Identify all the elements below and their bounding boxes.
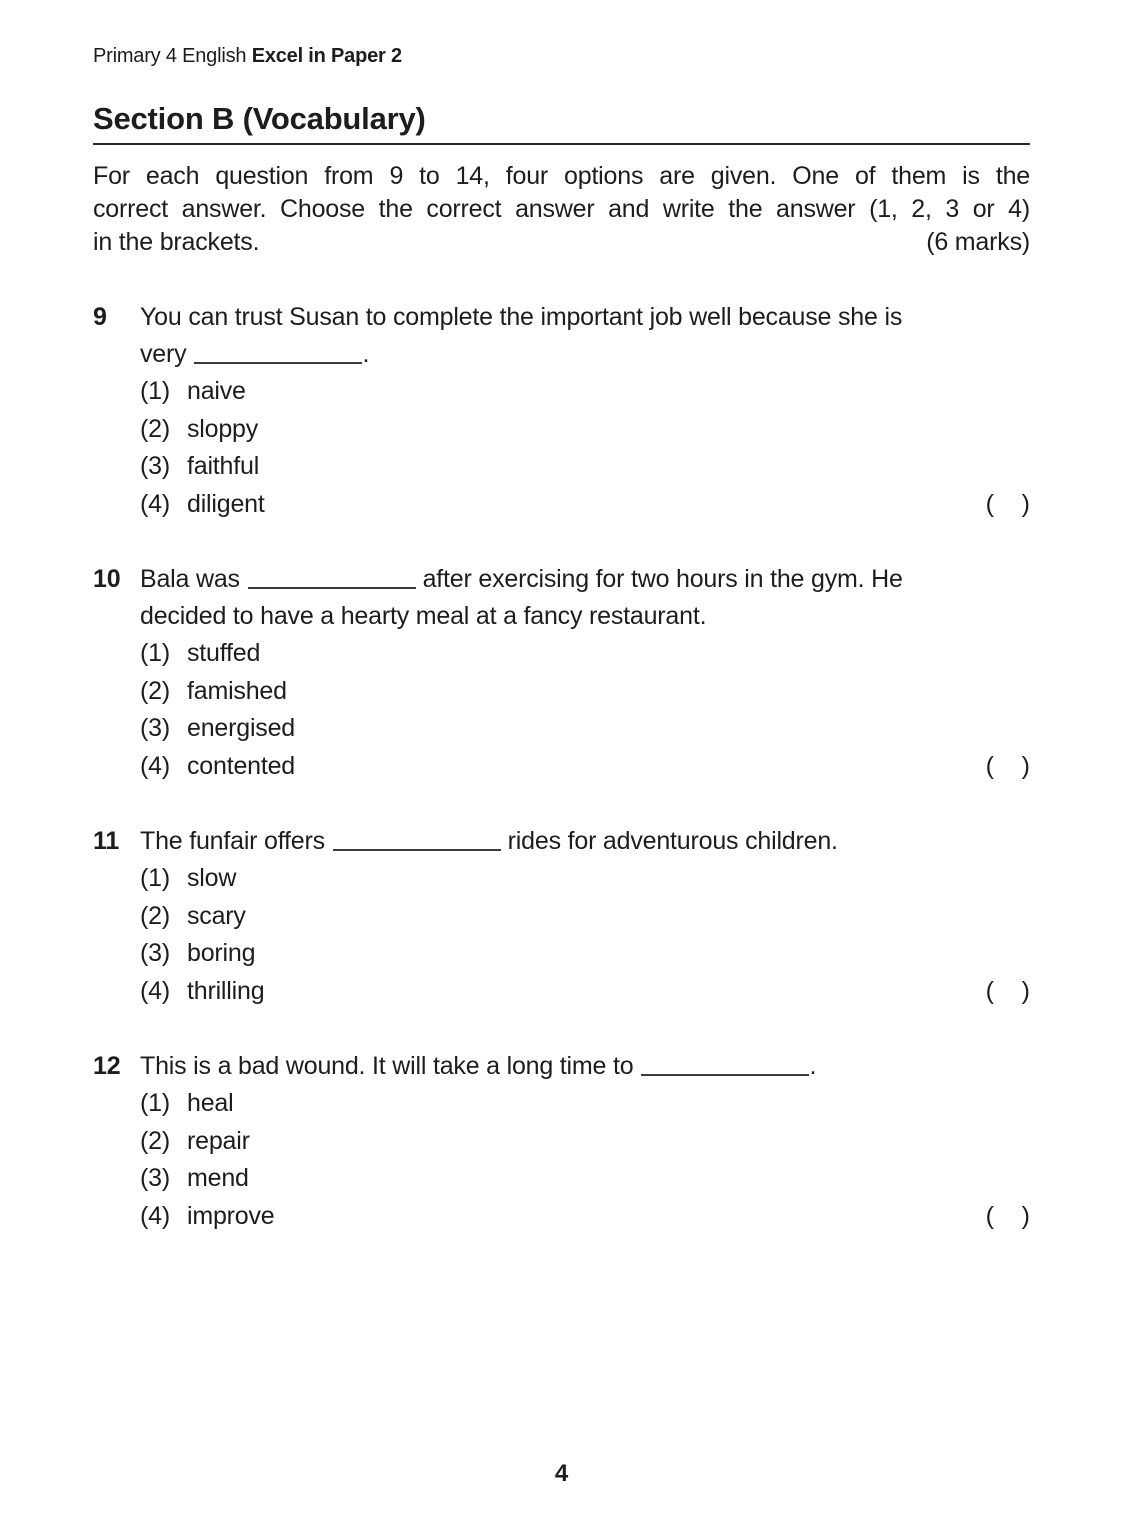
question-11-answer-bracket: ( ) (985, 976, 1030, 1005)
option-text: stuffed (187, 639, 261, 667)
question-10-stem-line-1 (140, 561, 1030, 598)
option-text: energised (187, 714, 296, 742)
stem-text: rides for adventurous children. (500, 827, 838, 855)
option-text: famished (187, 676, 287, 705)
question-10-number: 10 (93, 565, 121, 593)
stem-text: decided to have a hearty meal at a fancy restaurant. (140, 602, 707, 630)
question-9-option-4 (140, 486, 1030, 524)
option-marker: (4) (140, 751, 170, 780)
stem-text: . (809, 1052, 817, 1080)
header-series-label: Primary 4 English (93, 45, 252, 67)
option-marker: (3) (140, 714, 170, 742)
option-text: faithful (187, 452, 260, 480)
question-9-number: 9 (93, 303, 107, 331)
question-12-option-3 (140, 1160, 1030, 1198)
instructions-line-3 (93, 226, 1030, 259)
question-9-option-2 (140, 411, 1030, 449)
stem-text: after exercising for two hours in the gym. He (415, 565, 903, 593)
question-9-option-3 (140, 448, 1030, 486)
instructions (93, 160, 1030, 259)
question-12-stem-line-1 (140, 1048, 1030, 1085)
question-11-number: 11 (93, 827, 120, 855)
option-text: scary (187, 901, 246, 930)
option-text: mend (187, 1164, 249, 1192)
option-text: boring (187, 939, 256, 967)
question-9-answer-bracket: ( ) (985, 489, 1030, 518)
question-10-option-4 (140, 748, 1030, 786)
question-11-stem-line-1 (140, 823, 1030, 860)
question-11-option-4 (140, 973, 1030, 1011)
option-marker: (2) (140, 414, 170, 443)
option-marker: (2) (140, 901, 170, 930)
question-12-option-1 (140, 1085, 1030, 1123)
stem-text: very (140, 340, 187, 368)
option-text: repair (187, 1126, 250, 1155)
stem-text: The funfair offers (140, 827, 325, 855)
stem-text: . (362, 340, 370, 368)
answer-blank-line (641, 1055, 809, 1076)
option-marker: (4) (140, 1201, 170, 1230)
question-9-option-1 (140, 373, 1030, 411)
answer-blank-line (248, 568, 416, 589)
option-marker: (1) (140, 377, 170, 405)
option-text: sloppy (187, 414, 259, 443)
option-marker: (2) (140, 1126, 170, 1155)
option-text: improve (187, 1201, 275, 1230)
question-10-option-3 (140, 710, 1030, 748)
option-text: heal (187, 1089, 234, 1117)
option-marker: (1) (140, 1089, 170, 1117)
answer-blank-line (333, 830, 501, 851)
stem-text: Bala was (140, 565, 240, 593)
question-12-answer-bracket: ( ) (985, 1201, 1030, 1230)
question-9-stem-line-2 (140, 336, 1030, 373)
option-text: naive (187, 377, 246, 405)
instructions-line-3-text: in the brackets. (93, 228, 260, 256)
page-number: 4 (554, 1460, 569, 1487)
option-marker: (1) (140, 864, 170, 892)
question-9 (93, 299, 1030, 523)
question-11-option-2 (140, 898, 1030, 936)
question-11-option-1 (140, 860, 1030, 898)
option-text: thrilling (187, 976, 265, 1005)
option-marker: (3) (140, 939, 170, 967)
option-text: diligent (187, 489, 265, 518)
question-10-stem-line-2 (140, 598, 1030, 635)
stem-text: This is a bad wound. It will take a long time to (140, 1052, 634, 1080)
option-text: slow (187, 864, 237, 892)
question-11-body (140, 823, 1030, 1010)
question-12 (93, 1048, 1030, 1235)
option-marker: (4) (140, 976, 170, 1005)
option-marker: (4) (140, 489, 170, 518)
header-book-title: Excel in Paper 2 (251, 45, 402, 67)
question-10 (93, 561, 1030, 785)
stem-text: You can trust Susan to complete the important job well because she is (140, 303, 903, 331)
instructions-line-2: correct answer. Choose the correct answer and write the answer (1, 2, 3 or 4) (93, 195, 1030, 223)
question-12-option-2 (140, 1123, 1030, 1161)
question-9-body (140, 299, 1030, 523)
question-11 (93, 823, 1030, 1010)
option-text: contented (187, 751, 296, 780)
question-10-body (140, 561, 1030, 785)
question-10-option-1 (140, 635, 1030, 673)
option-marker: (3) (140, 1164, 170, 1192)
question-10-answer-bracket: ( ) (985, 751, 1030, 780)
instructions-line-1: For each question from 9 to 14, four options are given. One of them is the (93, 162, 1030, 190)
question-12-option-4 (140, 1198, 1030, 1236)
running-header (93, 44, 1030, 68)
option-marker: (2) (140, 676, 170, 705)
question-9-stem-line-1 (140, 299, 1030, 336)
section-title: Section B (Vocabulary) (93, 102, 1030, 145)
marks-label: (6 marks) (926, 228, 1030, 256)
question-10-option-2 (140, 673, 1030, 711)
option-marker: (1) (140, 639, 170, 667)
option-marker: (3) (140, 452, 170, 480)
question-11-option-3 (140, 935, 1030, 973)
question-12-body (140, 1048, 1030, 1235)
answer-blank-line (194, 343, 362, 364)
question-12-number: 12 (93, 1052, 121, 1080)
